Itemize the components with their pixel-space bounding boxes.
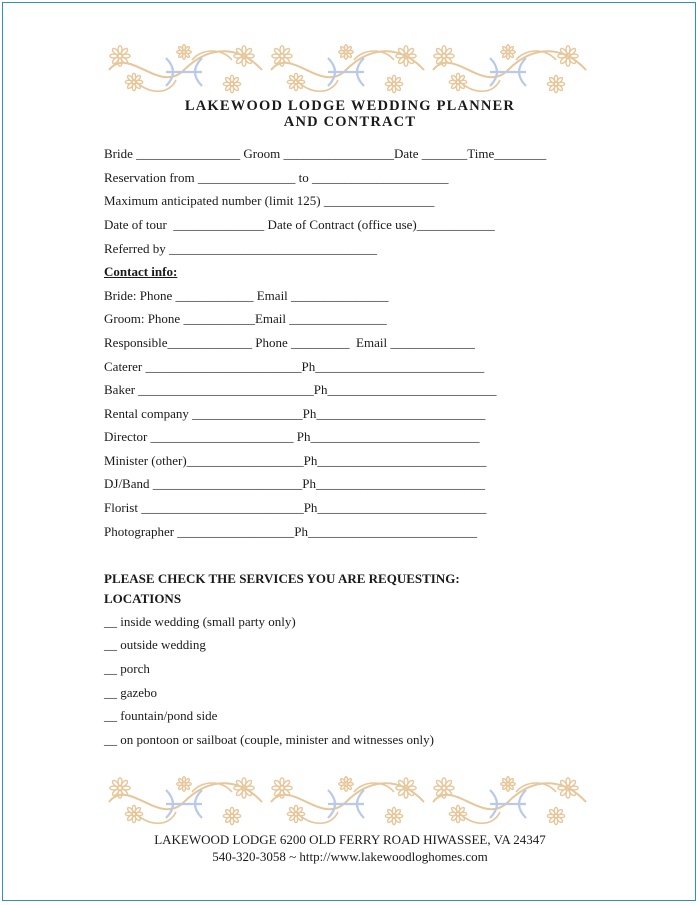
groom-contact-field[interactable]: Groom: Phone ___________Email _______________	[104, 311, 387, 326]
location-option-outside[interactable]: __ outside wedding	[104, 637, 206, 652]
location-option-gazebo[interactable]: __ gazebo	[104, 685, 158, 700]
rental-company-field[interactable]: Rental company _________________Ph__________________________	[104, 406, 486, 421]
referred-by-field[interactable]: Referred by ________________________________	[104, 241, 377, 256]
reservation-field[interactable]: Reservation from _______________ to _____________________	[104, 170, 449, 185]
contact-info-heading: Contact info:	[104, 264, 178, 279]
location-option-fountain[interactable]: __ fountain/pond side	[104, 708, 218, 723]
footer-contact: 540-320-3058 ~ http://www.lakewoodloghomes.com	[212, 849, 488, 864]
floral-motif	[433, 777, 586, 825]
responsible-contact-field[interactable]: Responsible_____________ Phone _________ Email _____________	[104, 335, 475, 350]
bride-contact-field[interactable]: Bride: Phone ____________ Email _______________	[104, 288, 389, 303]
baker-field[interactable]: Baker ___________________________Ph__________________________	[104, 382, 497, 397]
floral-border-top	[104, 40, 590, 100]
floral-motif	[433, 45, 586, 93]
minister-field[interactable]: Minister (other)__________________Ph__________________________	[104, 453, 487, 468]
location-option-pontoon[interactable]: __ on pontoon or sailboat (couple, minister and witnesses only)	[104, 732, 435, 747]
tour-contract-date-field[interactable]: Date of tour ______________ Date of Contract (office use)____________	[104, 217, 495, 232]
director-field[interactable]: Director ______________________ Ph__________________________	[104, 429, 480, 444]
florist-field[interactable]: Florist _________________________Ph__________________________	[104, 500, 487, 515]
location-option-inside[interactable]: __ inside wedding (small party only)	[104, 614, 296, 629]
page-frame	[2, 2, 696, 901]
form-title-line2: AND CONTRACT	[283, 114, 417, 130]
locations-heading: LOCATIONS	[104, 591, 182, 606]
floral-motif	[109, 45, 262, 93]
photographer-field[interactable]: Photographer __________________Ph__________________________	[104, 524, 478, 539]
services-heading: PLEASE CHECK THE SERVICES YOU ARE REQUESTING:	[104, 571, 460, 586]
dj-band-field[interactable]: DJ/Band _______________________Ph__________________________	[104, 476, 485, 491]
floral-motif	[109, 777, 262, 825]
floral-border-bottom	[104, 772, 590, 832]
floral-motif	[271, 45, 424, 93]
location-option-porch[interactable]: __ porch	[104, 661, 150, 676]
footer-address: LAKEWOOD LODGE 6200 OLD FERRY ROAD HIWASSEE, VA 24347	[154, 832, 546, 847]
form-title-line1: LAKEWOOD LODGE WEDDING PLANNER	[184, 98, 516, 114]
max-guests-field[interactable]: Maximum anticipated number (limit 125) _________________	[104, 193, 435, 208]
floral-motif	[271, 777, 424, 825]
bride-groom-date-time-field[interactable]: Bride ________________ Groom _________________Date _______Time________	[104, 146, 547, 161]
caterer-field[interactable]: Caterer ________________________Ph__________________________	[104, 359, 485, 374]
